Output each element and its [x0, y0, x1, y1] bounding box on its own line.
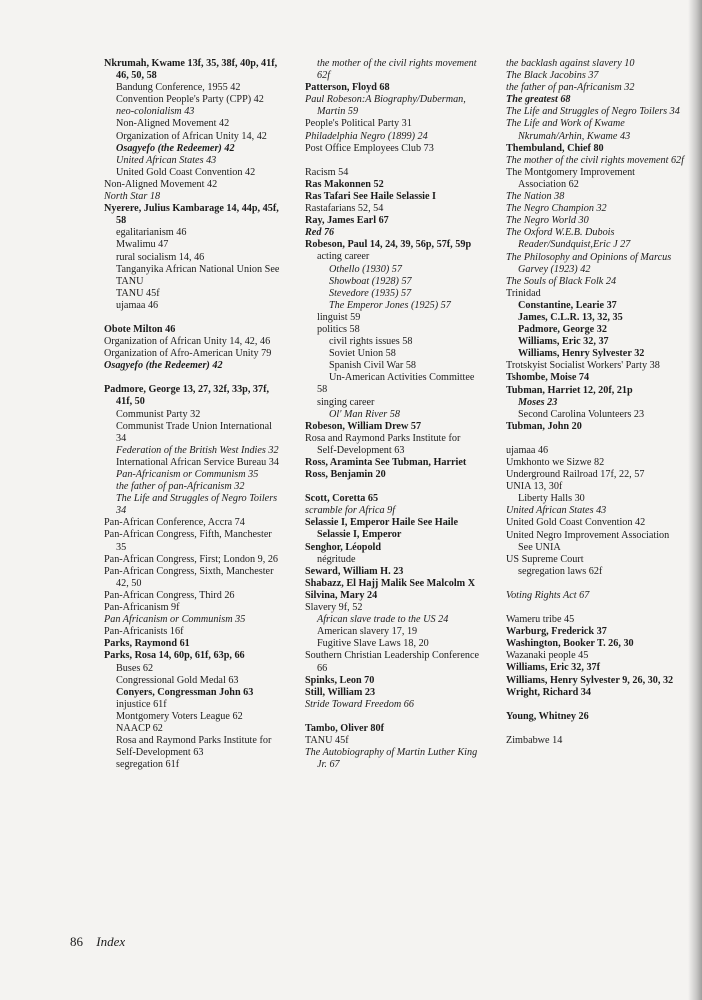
index-subentry: Reader/Sundquist,Eric J 27 [518, 239, 631, 251]
index-entry: Shabazz, El Hajj Malik See Malcolm X [305, 577, 476, 589]
index-entry: Voting Rights Act 67 [506, 589, 590, 601]
index-subentry: Communist Trade Union International [116, 420, 272, 432]
index-subentry: 46, 50, 58 [116, 70, 157, 82]
index-subentry: Osagyefo (the Redeemer) 42 [116, 142, 235, 154]
index-entry: Zimbabwe 14 [506, 734, 563, 746]
index-subentry: Congressional Gold Medal 63 [116, 674, 239, 686]
index-subentry: Othello (1930) 57 [329, 263, 402, 275]
index-entry: Parks, Rosa 14, 60p, 61f, 63p, 66 [104, 650, 245, 662]
index-entry: Paul Robeson:A Biography/Duberman, [305, 94, 466, 106]
section-label: Index [96, 934, 126, 949]
index-column-2 [305, 58, 495, 771]
index-subentry: Liberty Halls 30 [518, 493, 585, 505]
index-entry: Patterson, Floyd 68 [305, 82, 390, 94]
index-subentry: American slavery 17, 19 [317, 626, 418, 638]
index-entry: People's Political Party 31 [305, 118, 412, 130]
index-entry: Seward, William H. 23 [305, 565, 404, 577]
index-subentry: Williams, Eric 32, 37 [518, 336, 609, 348]
index-entry: Washington, Booker T. 26, 30 [506, 638, 634, 650]
index-subentry: Constantine, Learie 37 [518, 299, 617, 311]
index-subentry: Communist Party 32 [116, 408, 201, 420]
index-entry: Trotskyist Socialist Workers' Party 38 [506, 360, 660, 372]
index-subentry: Mwalimu 47 [116, 239, 169, 251]
index-subentry: Buses 62 [116, 662, 154, 674]
index-subentry: Tanganyika African National Union See [116, 263, 280, 275]
index-entry: Trinidad [506, 287, 541, 299]
index-entry: Senghor, Léopold [305, 541, 382, 553]
index-column-3 [506, 58, 692, 747]
index-subentry: Rosa and Raymond Parks Institute for [116, 735, 272, 747]
index-entry: Red 76 [305, 227, 335, 239]
index-subentry: segregation 61f [116, 759, 180, 771]
index-entry: Rastafarians 52, 54 [305, 203, 384, 215]
index-subentry: 62f [317, 70, 331, 82]
index-subentry: United African States 43 [116, 154, 217, 166]
index-subentry: Fugitive Slave Laws 18, 20 [317, 638, 429, 650]
index-entry: Parks, Raymond 61 [104, 638, 190, 650]
index-entry: TANU 45f [305, 734, 349, 746]
index-subentry: segregation laws 62f [518, 565, 603, 577]
index-entry: Rosa and Raymond Parks Institute for [305, 432, 461, 444]
index-entry: The Black Jacobins 37 [506, 70, 599, 82]
section-gap [305, 155, 495, 167]
index-subentry: James, C.L.R. 13, 32, 35 [518, 311, 623, 323]
index-subentry: United Gold Coast Convention 42 [116, 166, 256, 178]
index-entry: ujamaa 46 [506, 444, 549, 456]
index-subentry: Montgomery Voters League 62 [116, 710, 243, 722]
index-entry: Obote Milton 46 [104, 323, 176, 335]
index-entry: Stride Toward Freedom 66 [305, 698, 414, 710]
index-entry: The greatest 68 [506, 94, 571, 106]
index-entry: Tubman, Harriet 12, 20f, 21p [506, 384, 633, 396]
index-subentry: injustice 61f [116, 698, 167, 710]
index-entry: The Autobiography of Martin Luther King [305, 747, 478, 759]
index-entry: North Star 18 [104, 191, 161, 203]
index-subentry: Garvey (1923) 42 [518, 263, 591, 275]
section-gap [305, 711, 495, 723]
index-subentry: NAACP 62 [116, 722, 163, 734]
index-entry: Still, William 23 [305, 686, 376, 698]
index-entry: Robeson, William Drew 57 [305, 420, 422, 432]
index-entry: Underground Railroad 17f, 22, 57 [506, 469, 645, 481]
index-subentry: Bandung Conference, 1955 42 [116, 82, 241, 94]
index-entry: Nkrumah, Kwame 13f, 35, 38f, 40p, 41f, [104, 58, 278, 69]
index-entry: Pan-African Conference, Accra 74 [104, 517, 245, 529]
index-entry: United Gold Coast Convention 42 [506, 517, 646, 529]
page-footer [70, 934, 125, 950]
index-entry: The Life and Struggles of Negro Toilers 34 [506, 106, 680, 118]
index-entry: the father of pan-Africanism 32 [506, 82, 635, 94]
index-entry: Padmore, George 13, 27, 32f, 33p, 37f, [104, 384, 270, 396]
index-entry: United African States 43 [506, 505, 607, 517]
index-entry: the backlash against slavery 10 [506, 58, 635, 69]
index-subentry: Padmore, George 32 [518, 324, 607, 336]
index-entry: Non-Aligned Movement 42 [104, 178, 218, 190]
index-subentry: 66 [317, 662, 328, 674]
index-subentry: ujamaa 46 [116, 299, 159, 311]
index-subentry: Self-Development 63 [317, 444, 405, 456]
index-subentry: African slave trade to the US 24 [317, 614, 449, 626]
index-subentry: Nkrumah/Arhin, Kwame 43 [518, 130, 631, 142]
index-entry: Robeson, Paul 14, 24, 39, 56p, 57f, 59p [305, 239, 472, 251]
section-gap [305, 481, 495, 493]
index-subentry: Ol' Man River 58 [329, 408, 400, 420]
section-gap [506, 699, 692, 711]
index-subentry: Conyers, Congressman John 63 [116, 686, 254, 698]
index-entry: Wazanaki people 45 [506, 650, 589, 662]
index-entry: Ray, James Earl 67 [305, 215, 389, 227]
index-entry: Pan-African Congress, First; London 9, 26 [104, 553, 279, 565]
index-entry: The Philosophy and Opinions of Marcus [506, 251, 672, 263]
index-subentry: neo-colonialism 43 [116, 106, 195, 118]
index-entry: The Oxford W.E.B. Dubois [506, 227, 615, 239]
index-subentry: egalitarianism 46 [116, 227, 187, 239]
index-subentry: civil rights issues 58 [329, 336, 413, 348]
index-entry: Umkhonto we Sizwe 82 [506, 457, 605, 468]
index-subentry: singing career [317, 396, 375, 408]
index-subentry: Pan-Africanism or Communism 35 [116, 469, 259, 480]
index-entry: scramble for Africa 9f [305, 505, 396, 517]
index-subentry: Federation of the British West Indies 32 [116, 444, 279, 456]
index-subentry: Convention People's Party (CPP) 42 [116, 94, 264, 106]
index-subentry: linguist 59 [317, 311, 361, 323]
index-subentry: Selassie I, Emperor [317, 529, 402, 541]
index-subentry: 34 [116, 432, 127, 444]
index-subentry: Soviet Union 58 [329, 348, 396, 360]
index-entry: Ras Makonnen 52 [305, 178, 384, 190]
index-entry: Tshombe, Moise 74 [506, 372, 590, 384]
index-subentry: Association 62 [518, 178, 579, 190]
index-entry: Ross, Araminta See Tubman, Harriet [305, 457, 467, 468]
index-entry: Ras Tafari See Haile Selassie I [305, 190, 437, 202]
index-subentry: Moses 23 [518, 396, 558, 408]
section-gap [104, 312, 290, 324]
index-subentry: Williams, Henry Sylvester 32 [518, 348, 645, 360]
index-entry: Osagyefo (the Redeemer) 42 [104, 360, 223, 372]
index-entry: Tubman, John 20 [506, 420, 582, 432]
index-entry: US Supreme Court [506, 553, 584, 565]
index-entry: Pan-African Congress, Sixth, Manchester [104, 565, 274, 577]
index-subentry: Martin 59 [317, 106, 359, 118]
index-entry: The Souls of Black Folk 24 [506, 275, 617, 287]
index-subentry: Un-American Activities Committee [329, 372, 475, 384]
index-entry: Williams, Eric 32, 37f [506, 662, 601, 674]
index-entry: The Negro World 30 [506, 215, 589, 227]
index-subentry: the father of pan-Africanism 32 [116, 481, 245, 493]
index-entry: Post Office Employees Club 73 [305, 142, 434, 154]
index-subentry: négritude [317, 553, 356, 565]
section-gap [104, 372, 290, 384]
index-entry: Pan-Africanists 16f [104, 626, 184, 638]
section-gap [506, 602, 692, 614]
index-subentry: Second Carolina Volunteers 23 [518, 408, 645, 420]
index-subentry: rural socialism 14, 46 [116, 251, 205, 263]
index-entry: Pan Africanism or Communism 35 [104, 614, 246, 626]
index-entry: Organization of Afro-American Unity 79 [104, 348, 272, 360]
index-entry: Thembuland, Chief 80 [506, 142, 604, 154]
index-entry: The Montgomery Improvement [506, 166, 636, 178]
section-gap [506, 723, 692, 735]
index-entry: Slavery 9f, 52 [305, 602, 363, 614]
index-subentry: 58 [116, 215, 127, 227]
index-subentry: Spanish Civil War 58 [329, 360, 417, 372]
section-gap [506, 433, 692, 445]
index-entry: United Negro Improvement Association [506, 529, 670, 541]
index-entry: Wright, Richard 34 [506, 686, 591, 698]
index-subentry: 34 [116, 505, 127, 517]
index-entry: The Life and Work of Kwame [506, 118, 625, 130]
index-entry: Silvina, Mary 24 [305, 589, 378, 601]
index-entry: Spinks, Leon 70 [305, 674, 375, 686]
index-entry: Nyerere, Julius Kambarage 14, 44p, 45f, [104, 203, 279, 215]
index-entry: Ross, Benjamin 20 [305, 469, 386, 481]
index-subentry: See UNIA [518, 541, 561, 553]
index-entry: Scott, Coretta 65 [305, 493, 379, 505]
index-subentry: 42, 50 [116, 577, 142, 589]
index-subentry: Self-Development 63 [116, 747, 204, 759]
index-subentry: 41f, 50 [116, 396, 145, 408]
index-entry: Williams, Henry Sylvester 9, 26, 30, 32 [506, 674, 674, 686]
index-entry: Warburg, Frederick 37 [506, 626, 607, 638]
index-subentry: International African Service Bureau 34 [116, 456, 279, 468]
index-entry: Wameru tribe 45 [506, 614, 575, 626]
index-subentry: the mother of the civil rights movement [317, 58, 477, 69]
index-subentry: The Life and Struggles of Negro Toilers [116, 493, 278, 505]
index-entry: The Negro Champion 32 [506, 203, 607, 215]
index-entry: Young, Whitney 26 [506, 710, 589, 722]
index-entry: Pan-African Congress, Third 26 [104, 589, 235, 601]
index-entry: Pan-African Congress, Fifth, Manchester [104, 529, 272, 541]
index-subentry: acting career [317, 251, 370, 263]
index-subentry: Jr. 67 [317, 759, 340, 771]
index-subentry: TANU 45f [116, 287, 160, 299]
index-subentry: Organization of African Unity 14, 42 [116, 130, 267, 142]
index-subentry: The Emperor Jones (1925) 57 [329, 299, 451, 311]
index-entry: Racism 54 [305, 166, 349, 178]
index-entry: Tambo, Oliver 80f [305, 722, 384, 734]
section-gap [506, 578, 692, 590]
index-entry: The mother of the civil rights movement 62f [506, 154, 684, 166]
index-subentry: Stevedore (1935) 57 [329, 287, 412, 299]
page-number: 86 [70, 934, 83, 949]
index-subentry: politics 58 [317, 323, 360, 335]
index-subentry: Non-Aligned Movement 42 [116, 118, 230, 130]
index-entry: Southern Christian Leadership Conference [305, 650, 479, 662]
index-subentry: 35 [116, 541, 127, 553]
index-subentry: 58 [317, 384, 328, 396]
index-entry: UNIA 13, 30f [506, 481, 563, 493]
index-entry: Organization of African Unity 14, 42, 46 [104, 336, 271, 348]
index-column-1 [104, 58, 290, 771]
index-subentry: TANU [116, 275, 144, 287]
index-entry: Philadelphia Negro (1899) 24 [305, 130, 428, 142]
index-entry: Selassie I, Emperor Haile See Haile [305, 517, 458, 529]
index-subentry: Showboat (1928) 57 [329, 275, 412, 287]
index-entry: Pan-Africanism 9f [104, 602, 180, 614]
index-entry: The Nation 38 [506, 191, 565, 203]
